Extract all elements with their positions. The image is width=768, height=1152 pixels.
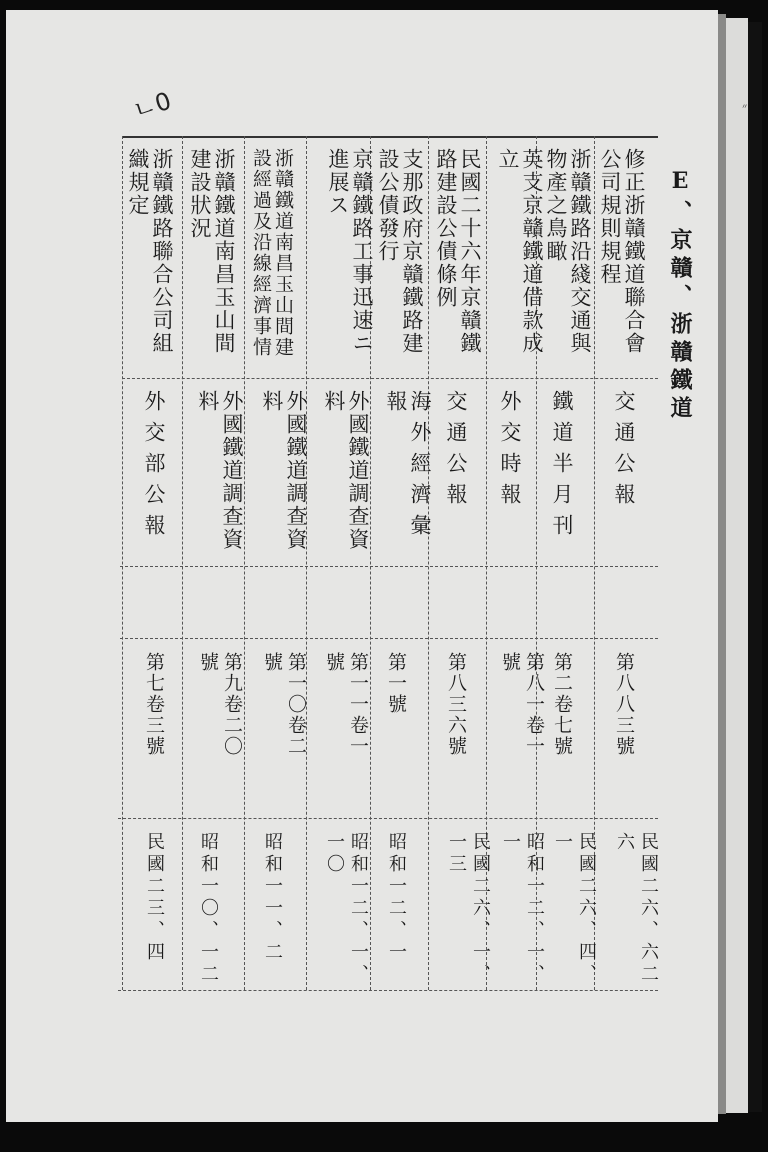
entry-title: 支那政府京贛鐵路建設公債發行 [376, 148, 424, 355]
entry-date: 昭和一二、一、一 [500, 832, 545, 986]
entry-source: 交通公報 [612, 390, 636, 514]
entry-title: 京贛鐵路工事迅速ニ進展ス [326, 148, 374, 355]
entry-source: 外交時報 [498, 390, 522, 514]
entry-issue: 第八一卷一號 [499, 652, 545, 757]
entry-source: 外國鐵道調查資料 [322, 390, 370, 551]
entry-issue: 第一〇卷二號 [261, 652, 307, 757]
entry-date: 昭和一〇、一二 [198, 832, 219, 986]
table-top-rule [122, 136, 658, 138]
entry-date: 昭和一二、一 [386, 832, 407, 964]
margin-mark: ״ [742, 100, 748, 116]
scan-border [748, 22, 762, 1112]
entry-date: 民國二六、一、一三 [446, 832, 491, 986]
entry-date: 昭和一一、二 [262, 832, 283, 964]
entry-title: 浙贛鐵道南昌玉山間建設經過及沿線經濟事情 [250, 148, 294, 358]
entry-source: 交通公報 [444, 390, 468, 514]
entry-title: 浙贛鐵路沿綫交通與物產之鳥瞰 [544, 148, 592, 355]
column-rule [428, 136, 429, 990]
entry-source: 海外經濟彙報 [384, 390, 432, 545]
entry-source: 外國鐵道調查資料 [196, 390, 244, 551]
column-rule [122, 136, 123, 990]
blank-divider-rule [120, 566, 658, 567]
entry-title: 英支京贛鐵道借款成立 [496, 148, 544, 355]
page-edge [718, 14, 726, 1114]
date-divider-rule [118, 818, 658, 819]
entry-title: 修正浙贛鐵道聯合會公司規則規程 [598, 148, 646, 355]
section-heading: E、京贛、浙贛鐵道 [667, 168, 693, 424]
handwritten-note: ㄴ0 [129, 86, 175, 126]
entry-issue: 第一號 [385, 652, 407, 715]
entry-title: 浙贛鐵道南昌玉山間建設狀況 [188, 148, 236, 355]
entry-source: 外國鐵道調查資料 [260, 390, 308, 551]
column-rule [244, 136, 245, 990]
issue-divider-rule [120, 638, 658, 639]
entry-date: 民國二六、四、一 [552, 832, 597, 986]
entry-date: 民國二六、六二六 [614, 832, 659, 986]
entry-issue: 第八八三號 [613, 652, 635, 757]
entry-issue: 第一一卷一號 [323, 652, 369, 757]
entry-title: 浙贛鐵路聯合公司組織規定 [126, 148, 174, 355]
column-rule [306, 136, 307, 990]
entry-source: 外交部公報 [142, 390, 166, 545]
source-divider-rule [122, 378, 658, 379]
next-page-strip [726, 18, 748, 1113]
entry-issue: 第二卷七號 [551, 652, 573, 757]
entry-date: 民國二三、四 [144, 832, 165, 964]
column-rule [182, 136, 183, 990]
entry-issue: 第七卷三號 [143, 652, 165, 757]
entry-issue: 第八三六號 [445, 652, 467, 757]
entry-date: 昭和一二、一、一〇 [324, 832, 369, 986]
entry-source: 鐵道半月刊 [550, 390, 574, 545]
entry-issue: 第九卷二〇號 [197, 652, 243, 757]
entry-title: 民國二十六年京贛鐵路建設公債條例 [434, 148, 482, 355]
